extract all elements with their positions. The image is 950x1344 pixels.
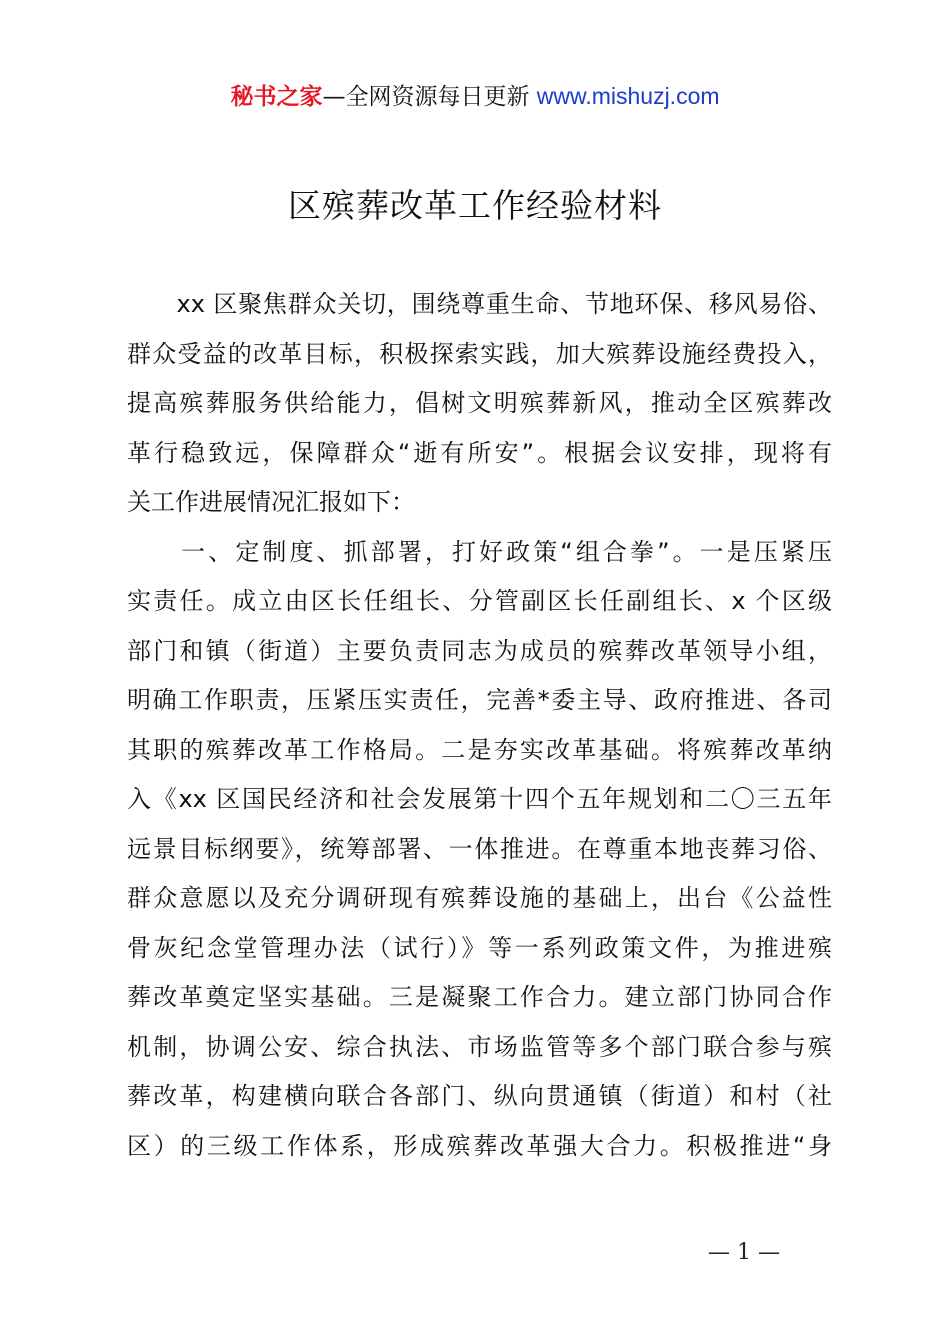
body-line: 其职的殡葬改革工作格局。二是夯实改革基础。将殡葬改革纳	[127, 735, 832, 764]
site-header	[0, 80, 950, 113]
body-line: 葬改革奠定坚实基础。三是凝聚工作合力。建立部门协同合作	[127, 983, 832, 1011]
body-line: 入《xx 区国民经济和社会发展第十四个五年规划和二〇三五年	[127, 785, 832, 813]
body-line: 葬改革，构建横向联合各部门、纵向贯通镇（街道）和村（社	[127, 1082, 832, 1110]
body-line: 提高殡葬服务供给能力，倡树文明殡葬新风，推动全区殡葬改	[127, 389, 832, 417]
body-line: 关工作进展情况汇报如下：	[127, 488, 415, 516]
brand-name: 秘书之家	[230, 84, 323, 110]
body-line: 群众意愿以及充分调研现有殡葬设施的基础上，出台《公益性	[127, 884, 832, 912]
body-line: 机制，协调公安、综合执法、市场监管等多个部门联合参与殡	[127, 1032, 832, 1061]
page-number: — 1 —	[708, 1240, 780, 1265]
body-line: 革行稳致远，保障群众“逝有所安”。根据会议安排，现将有	[127, 438, 832, 467]
body-line: 骨灰纪念堂管理办法（试行）》等一系列政策文件，为推进殡	[127, 933, 832, 962]
body-line: 群众受益的改革目标，积极探索实践，加大殡葬设施经费投入，	[127, 339, 832, 368]
body-line: xx 区聚焦群众关切，围绕尊重生命、节地环保、移风易俗、	[127, 290, 832, 318]
body-line: 远景目标纲要》，统筹部署、一体推进。在尊重本地丧葬习俗、	[127, 834, 832, 863]
body-line: 部门和镇（街道）主要负责同志为成员的殡葬改革领导小组，	[127, 636, 832, 665]
body-line: 区）的三级工作体系，形成殡葬改革强大合力。积极推进“身	[127, 1131, 832, 1160]
document-body	[127, 280, 832, 1171]
body-line: 实责任。成立由区长任组长、分管副区长任副组长、x 个区级	[127, 587, 832, 615]
site-url-link[interactable]: www.mishuzj.com	[536, 83, 720, 109]
body-line: 明确工作职责，压紧压实责任，完善*委主导、政府推进、各司	[127, 686, 832, 714]
document-title: 区殡葬改革工作经验材料	[288, 186, 662, 225]
body-line: 一、定制度、抓部署，打好政策“组合拳”。一是压紧压	[127, 537, 832, 566]
header-tagline: —全网资源每日更新	[322, 84, 537, 110]
